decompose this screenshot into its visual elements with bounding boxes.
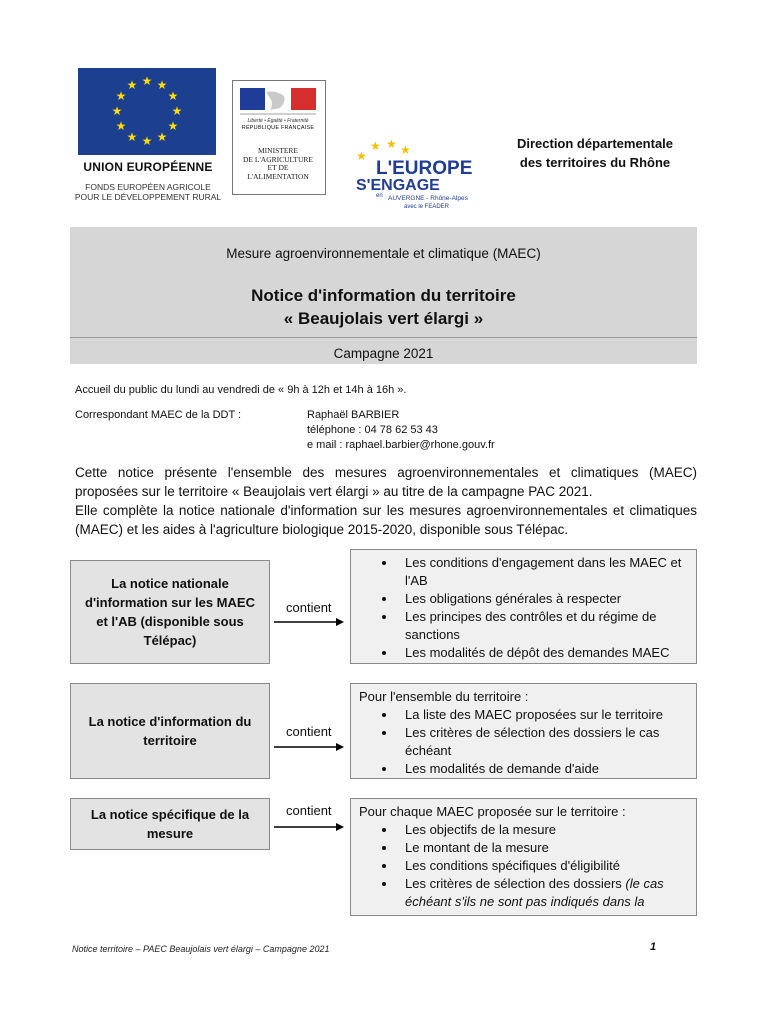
list-item xyxy=(397,875,688,911)
page-title-line-2: « Beaujolais vert élargi » xyxy=(283,309,484,328)
eu-title: UNION EUROPÉENNE xyxy=(83,160,213,174)
ministry-name-line-1: MINISTERE xyxy=(258,146,298,155)
list-item: • Les obligations générales à respecter xyxy=(397,590,688,608)
list-item: • Les objectifs de la mesure xyxy=(397,821,688,839)
svg-text:★: ★ xyxy=(111,104,123,118)
ddt-header xyxy=(500,134,690,172)
territory-intro: Pour l'ensemble du territoire : xyxy=(359,689,529,704)
page-title-line-1: Notice d'information du territoire xyxy=(251,286,516,305)
star-icon: ★ xyxy=(386,138,397,151)
svg-text:★: ★ xyxy=(141,74,153,88)
footer-text: Notice territoire – PAEC Beaujolais vert élargi – Campagne 2021 xyxy=(72,944,330,954)
ministry-name-line-4: L'ALIMENTATION xyxy=(247,171,309,181)
measure-title: Mesure agroenvironnementale et climatique (MAEC) xyxy=(226,246,541,261)
measure-intro: Pour chaque MAEC proposée sur le territoire : xyxy=(359,804,626,819)
svg-text:★: ★ xyxy=(156,130,168,144)
correspondent-label: Correspondant MAEC de la DDT : xyxy=(75,409,242,421)
svg-text:★: ★ xyxy=(167,119,179,133)
europe-logo-line2: S'ENGAGE xyxy=(356,177,440,194)
campaign-label: Campagne 2021 xyxy=(333,346,434,361)
list-item: • Le montant de la mesure xyxy=(397,839,688,857)
marianne-icon xyxy=(240,88,316,118)
arrow-right-icon xyxy=(274,617,344,627)
correspondent-phone: téléphone : 04 78 62 53 43 xyxy=(307,424,438,436)
page-title xyxy=(70,284,697,330)
list-item: • Les modalités de demande d'aide xyxy=(397,760,688,778)
svg-text:★: ★ xyxy=(156,78,168,92)
intro-paragraph-2: Elle complète la notice nationale d'information sur les mesures agroenvironnementales et climatiques (MAEC) et les aides à l'agriculture biologique 2015-2020, disponible sous Télépac. xyxy=(75,503,697,537)
intro-paragraph-1: Cette notice présente l'ensemble des mesures agroenvironnementales et climatiques (MAEC) proposées sur le territoire « Beaujolais vert élargi » au titre de la campagne PAC 2021. xyxy=(75,465,697,499)
europe-logo-line1: L'EUROPE xyxy=(376,158,473,179)
list-item: • La liste des MAEC proposées sur le territoire xyxy=(397,706,688,724)
eu-subtitle xyxy=(70,182,226,202)
eu-subtitle-line-2: POUR LE DÉVELOPPEMENT RURAL xyxy=(74,192,222,202)
page-number: 1 xyxy=(650,941,657,953)
list-item-note: (le cas échéant s'ils ne sont pas indiqués dans la xyxy=(405,876,664,909)
ddt-line-2: des territoires du Rhône xyxy=(519,155,671,170)
ministry-republic: RÉPUBLIQUE FRANÇAISE xyxy=(241,125,315,131)
svg-text:★: ★ xyxy=(115,119,127,133)
measure-notice-box xyxy=(70,798,270,850)
arrow-right-icon xyxy=(274,742,344,752)
europe-logo-en: en xyxy=(376,193,383,199)
europe-logo-feader: avec le FEADER xyxy=(404,204,450,210)
svg-text:★: ★ xyxy=(141,134,153,148)
list-item: • Les critères de sélection des dossiers le cas échéant xyxy=(397,724,688,760)
svg-text:★: ★ xyxy=(115,89,127,103)
ministry-motto: Liberté • Égalité • Fraternité xyxy=(247,118,309,124)
europe-sengage-logo xyxy=(352,138,484,210)
svg-text:★: ★ xyxy=(126,130,138,144)
list-item: • Les modalités de dépôt des demandes MAEC xyxy=(397,644,688,662)
ministry-name-line-2: DE L'AGRICULTURE xyxy=(242,154,314,164)
intro-text xyxy=(75,463,697,539)
svg-text:★: ★ xyxy=(126,78,138,92)
svg-text:★: ★ xyxy=(167,89,179,103)
eu-flag-logo xyxy=(78,68,216,155)
measure-notice-label: La notice spécifique de la mesure xyxy=(90,807,250,841)
eu-stars-icon xyxy=(78,68,216,155)
contient-label: contient xyxy=(286,724,332,739)
list-item: • Les conditions d'engagement dans les MAEC et l'AB xyxy=(397,554,688,590)
star-icon: ★ xyxy=(356,149,367,163)
ddt-line-1: Direction départementale xyxy=(516,136,674,151)
opening-hours: Accueil du public du lundi au vendredi de « 9h à 12h et 14h à 16h ». xyxy=(75,384,407,396)
star-icon: ★ xyxy=(370,139,381,153)
territory-notice-contents xyxy=(350,683,697,779)
eu-subtitle-line-1: FONDS EUROPÉEN AGRICOLE xyxy=(85,182,211,192)
star-icon: ★ xyxy=(400,143,411,157)
arrow-right-icon xyxy=(274,822,344,832)
contient-label: contient xyxy=(286,600,332,615)
list-item: • Les principes des contrôles et du régime de sanctions xyxy=(397,608,688,644)
title-divider xyxy=(70,337,697,338)
correspondent-name: Raphaël BARBIER xyxy=(307,409,400,421)
measure-notice-contents xyxy=(350,798,697,916)
contient-label: contient xyxy=(286,803,332,818)
list-item: • Les conditions spécifiques d'éligibilité xyxy=(397,857,688,875)
national-notice-contents xyxy=(350,549,697,664)
correspondent-email: e mail : raphael.barbier@rhone.gouv.fr xyxy=(307,439,495,451)
svg-text:★: ★ xyxy=(171,104,183,118)
ministry-name xyxy=(234,147,322,181)
europe-logo-region: AUVERGNE - Rhône-Alpes xyxy=(388,195,468,202)
territory-notice-box xyxy=(70,683,270,779)
list-item-text: Les critères de sélection des dossiers xyxy=(405,876,626,891)
national-notice-label: La notice nationale d'information sur les MAEC et l'AB (disponible sous Télépac) xyxy=(85,576,255,648)
territory-notice-label: La notice d'information du territoire xyxy=(88,714,252,748)
ministry-name-line-3: ET DE xyxy=(267,163,289,172)
national-notice-box xyxy=(70,560,270,664)
